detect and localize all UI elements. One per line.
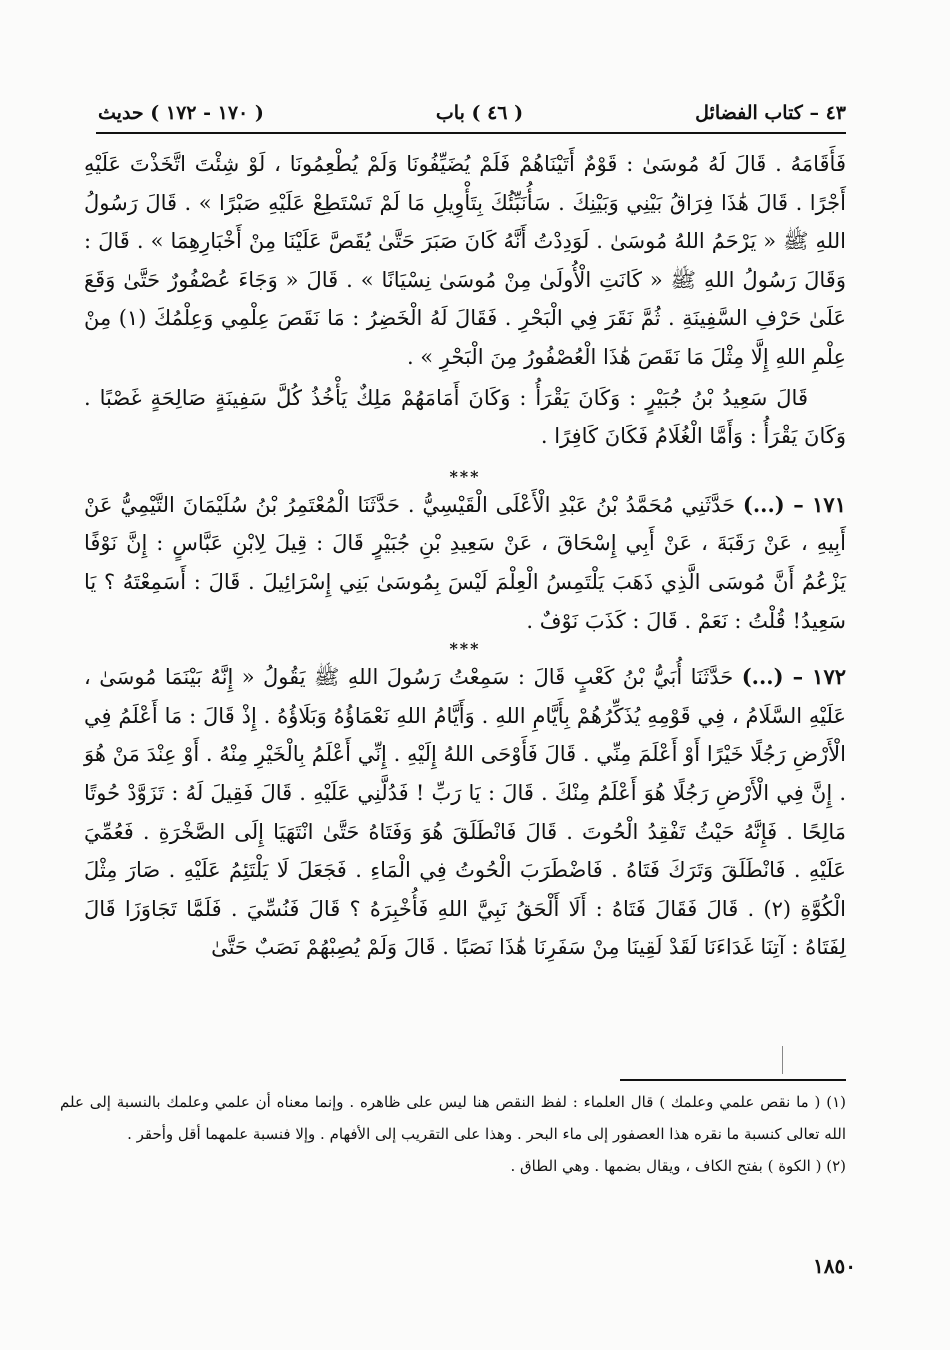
section-separator: ***: [449, 466, 481, 486]
hadith-171: [84, 486, 846, 640]
hadith-171-text: حَدَّثَنِي مُحَمَّدُ بْنُ عَبْدِ الْأَعْلَى الْقَيْسِيُّ . حَدَّثَنَا الْمُعْتَمِرُ بْنُ سُلَيْمَانَ التَّيْمِيُّ عَنْ أَبِيهِ ، عَنْ رَقَبَةَ ، عَنْ أَبِي إِسْحَاقَ ، عَنْ سَعِيدِ بْنِ جُبَيْرٍ قَالَ : قِيلَ لِابْنِ عَبَّاسٍ : إِنَّ نَوْفًا يَزْعُمُ أَنَّ مُوسَى الَّذِي ذَهَبَ يَلْتَمِسُ الْعِلْمَ لَيْسَ بِمُوسَىٰ بَنِي إِسْرَائِيلَ . قَالَ : أَسَمِعْتَهُ ؟ يَا سَعِيدُ! قُلْتُ : نَعَمْ . قَالَ : كَذَبَ نَوْفٌ .: [84, 492, 846, 633]
footnote-2: (٢) ( الكوة ) بفتح الكاف ، ويقال بضمها . وهي الطاق .: [510, 1157, 846, 1175]
footnotes: [60, 1086, 846, 1182]
paragraph-said-ibn-jubayr: قَالَ سَعِيدُ بْنُ جُبَيْرٍ : وَكَانَ يَقْرَأُ : وَكَانَ أَمَامَهُمْ مَلِكٌ يَأْخُذُ كُلَّ سَفِينَةٍ صَالِحَةٍ غَصْبًا . وَكَانَ يَقْرَأُ : وَأَمَّا الْغُلَامُ فَكَانَ كَافِرًا .: [84, 385, 846, 449]
footnote-1: (١) ( ما نقص علمي وعلمك ) قال العلماء : لفظ النقص هنا ليس على ظاهره . وإنما معناه أن علمي وعلمك بالنسبة إلى علم الله تعالى كنسبة ما نقره هذا العصفور إلى ماء البحر . وهذا على التقريب إلى الأفهام . وإلا فنسبة علمهما أقل وأحقر .: [60, 1093, 846, 1143]
paragraph-story-end: فَأَقَامَهُ . قَالَ لَهُ مُوسَىٰ : قَوْمٌ أَتَيْنَاهُمْ فَلَمْ يُضَيِّفُونَا وَلَمْ يُطْعِمُونَا ، لَوْ شِئْتَ اتَّخَذْتَ عَلَيْهِ أَجْرًا . قَالَ هَٰذَا فِرَاقُ بَيْنِي وَبَيْنِكَ . سَأُنَبِّئُكَ بِتَأْوِيلِ مَا لَمْ تَسْتَطِعْ عَلَيْهِ صَبْرًا » . قَالَ رَسُولُ اللهِ ﷺ « يَرْحَمُ اللهُ مُوسَىٰ . لَوَدِدْتُ أَنَّهُ كَانَ صَبَرَ حَتَّىٰ يُقَصَّ عَلَيْنَا مِنْ أَخْبَارِهِمَا » . قَالَ : وَقَالَ رَسُولُ اللهِ ﷺ « كَانَتِ الْأُولَىٰ مِنْ مُوسَىٰ نِسْيَانًا » . قَالَ « وَجَاءَ عُصْفُورٌ حَتَّىٰ وَقَعَ عَلَىٰ حَرْفِ السَّفِينَةِ . ثُمَّ نَقَرَ فِي الْبَحْرِ . فَقَالَ لَهُ الْخَضِرُ : مَا نَقَصَ عِلْمِي وَعِلْمُكَ (١) مِنْ عِلْمِ اللهِ إِلَّا مِثْلَ مَا نَقَصَ هَٰذَا الْعُصْفُورُ مِنَ الْبَحْرِ » .: [84, 152, 846, 369]
running-header: [98, 98, 846, 128]
hadith-171-number: ١٧١ – (...): [742, 491, 846, 517]
header-rule: [96, 132, 846, 134]
page-number: ١٨٥٠: [813, 1254, 856, 1278]
section-separator: ***: [449, 639, 481, 659]
hadith-172-text: حَدَّثَنَا أُبَيُّ بْنُ كَعْبٍ قَالَ : سَمِعْتُ رَسُولَ اللهِ ﷺ يَقُولُ « إِنَّهُ بَيْنَمَا مُوسَىٰ ، عَلَيْهِ السَّلَامُ ، فِي قَوْمِهِ يُذَكِّرُهُمْ بِأَيَّامِ اللهِ . وَأَيَّامُ اللهِ نَعْمَاؤُهُ وَبَلَاؤُهُ . إِذْ قَالَ : مَا أَعْلَمُ فِي الْأَرْضِ رَجُلًا خَيْرًا أَوْ أَعْلَمَ مِنِّي . قَالَ فَأَوْحَى اللهُ إِلَيْهِ . إِنِّي أَعْلَمُ بِالْخَيْرِ مِنْهُ . أَوْ عِنْدَ مَنْ هُوَ . إِنَّ فِي الْأَرْضِ رَجُلًا هُوَ أَعْلَمُ مِنْكَ . قَالَ : يَا رَبِّ ! فَدُلَّنِي عَلَيْهِ . قَالَ فَقِيلَ لَهُ : تَزَوَّدْ حُوتًا مَالِحًا . فَإِنَّهُ حَيْثُ تَفْقِدُ الْحُوتَ . قَالَ فَانْطَلَقَ هُوَ وَفَتَاهُ حَتَّىٰ انْتَهَيَا إِلَى الصَّخْرَةِ . فَعُمِّيَ عَلَيْهِ . فَانْطَلَقَ وَتَرَكَ فَتَاهُ . فَاضْطَرَبَ الْحُوتُ فِي الْمَاءِ . فَجَعَلَ لَا يَلْتَئِمُ عَلَيْهِ . صَارَ مِثْلَ الْكُوَّةِ (٢) . قَالَ فَقَالَ فَتَاهُ : أَلَا أَلْحَقُ نَبِيَّ اللهِ فَأُخْبِرَهُ ؟ قَالَ فَنُسِّيَ . فَلَمَّا تَجَاوَزَا قَالَ لِفَتَاهُ : آتِنَا غَدَاءَنَا لَقَدْ لَقِينَا مِنْ سَفَرِنَا هَٰذَا نَصَبًا . قَالَ وَلَمْ يُصِبْهُمْ نَصَبٌ حَتَّىٰ: [84, 665, 846, 960]
hadith-172: [84, 658, 846, 967]
header-chapter: ( ٤٦ ) باب: [435, 102, 524, 124]
text-cursor-mark: [782, 1046, 783, 1074]
footnote-rule: [620, 1079, 846, 1081]
header-book-title: ٤٣ – كتاب الفضائل: [695, 102, 846, 124]
header-hadith-range: ( ١٧٠ - ١٧٢ ) حديث: [98, 102, 264, 124]
hadith-172-number: ١٧٢ – (...): [741, 664, 847, 690]
main-text: [84, 145, 846, 967]
